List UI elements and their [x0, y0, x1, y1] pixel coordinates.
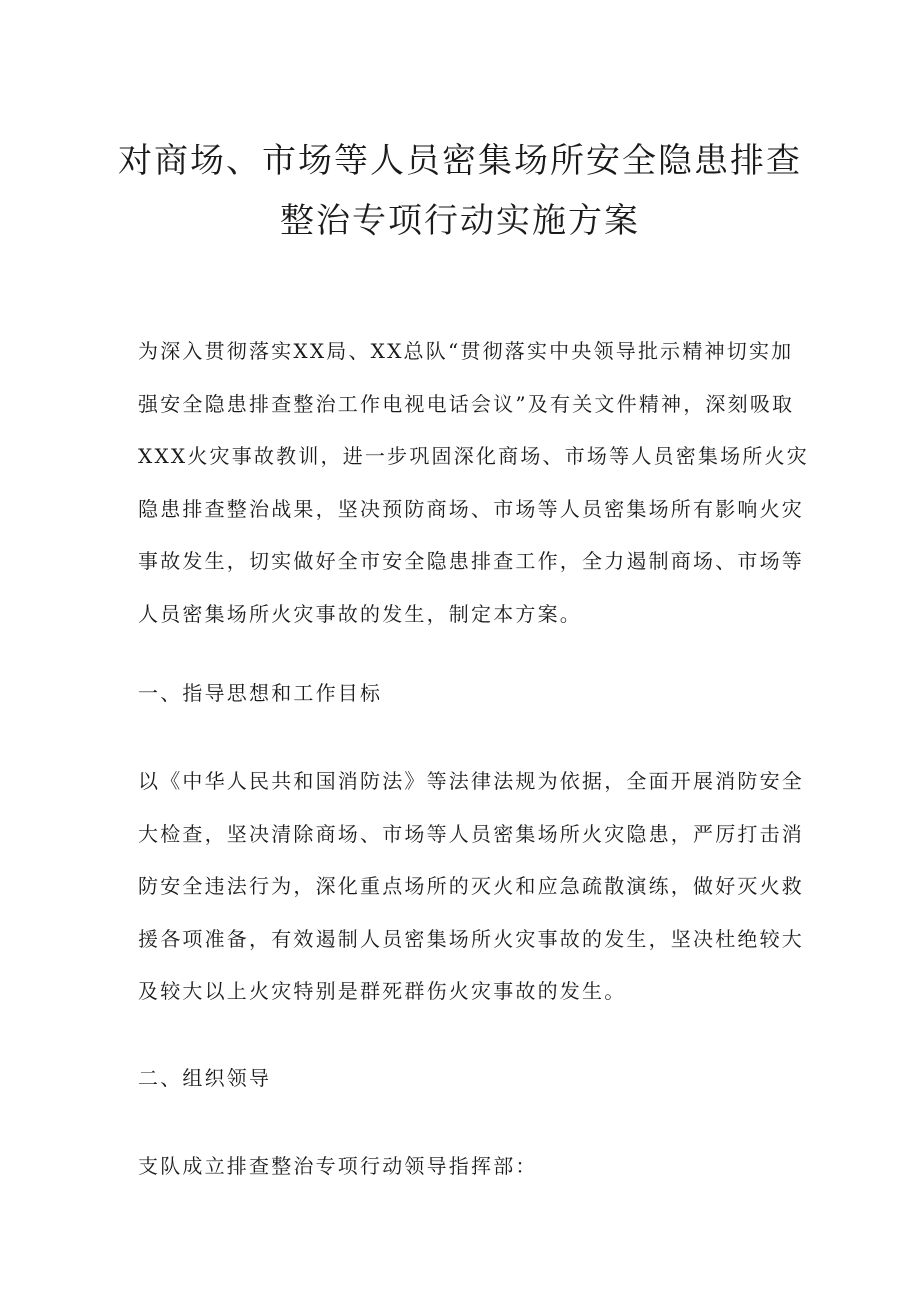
section-1-heading — [138, 667, 790, 720]
intro-line: 人员密集场所火灾事故的发生，制定本方案。 — [138, 601, 582, 626]
section-1-line: 以《中华人民共和国消防法》等法律法规为依据，全面开展消防安全 — [138, 769, 804, 793]
section-2-heading — [138, 1052, 790, 1105]
intro-line: 为深入贯彻落实XX局、XX总队“贯彻落实中央领导批示精神切实加 — [138, 339, 794, 363]
section-1-paragraph — [138, 755, 804, 1018]
section-2-heading-text: 二、组织领导 — [138, 1066, 272, 1090]
section-2-line: 支队成立排查整治专项行动领导指挥部： — [138, 1154, 538, 1178]
section-1-line: 大检查，坚决清除商场、市场等人员密集场所火灾隐患，严厉打击消 — [138, 821, 804, 846]
section-1-line: 防安全违法行为，深化重点场所的灭火和应急疏散演练，做好灭火救 — [138, 874, 804, 898]
intro-paragraph — [138, 325, 809, 640]
intro-line: XXX火灾事故教训，进一步巩固深化商场、市场等人员密集场所火灾 — [138, 444, 809, 468]
section-1-line: 及较大以上火灾特别是群死群伤火灾事故的发生。 — [138, 979, 627, 1003]
section-1-line: 援各项准备，有效遏制人员密集场所火灾事故的发生，坚决杜绝较大 — [138, 926, 804, 951]
section-1-heading-text: 一、指导思想和工作目标 — [138, 681, 383, 705]
intro-line: 隐患排查整治战果，坚决预防商场、市场等人员密集场所有影响火灾 — [138, 496, 804, 521]
intro-line: 事故发生，切实做好全市安全隐患排查工作，全力遏制商场、市场等 — [138, 549, 804, 573]
document-title-line-1: 对商场、市场等人员密集场所安全隐患排查 — [118, 141, 802, 181]
document-title-line-2: 整治专项行动实施方案 — [280, 201, 640, 241]
intro-line: 强安全隐患排查整治工作电视电话会议”及有关文件精神，深刻吸取 — [138, 391, 795, 416]
section-2-paragraph — [138, 1140, 790, 1193]
